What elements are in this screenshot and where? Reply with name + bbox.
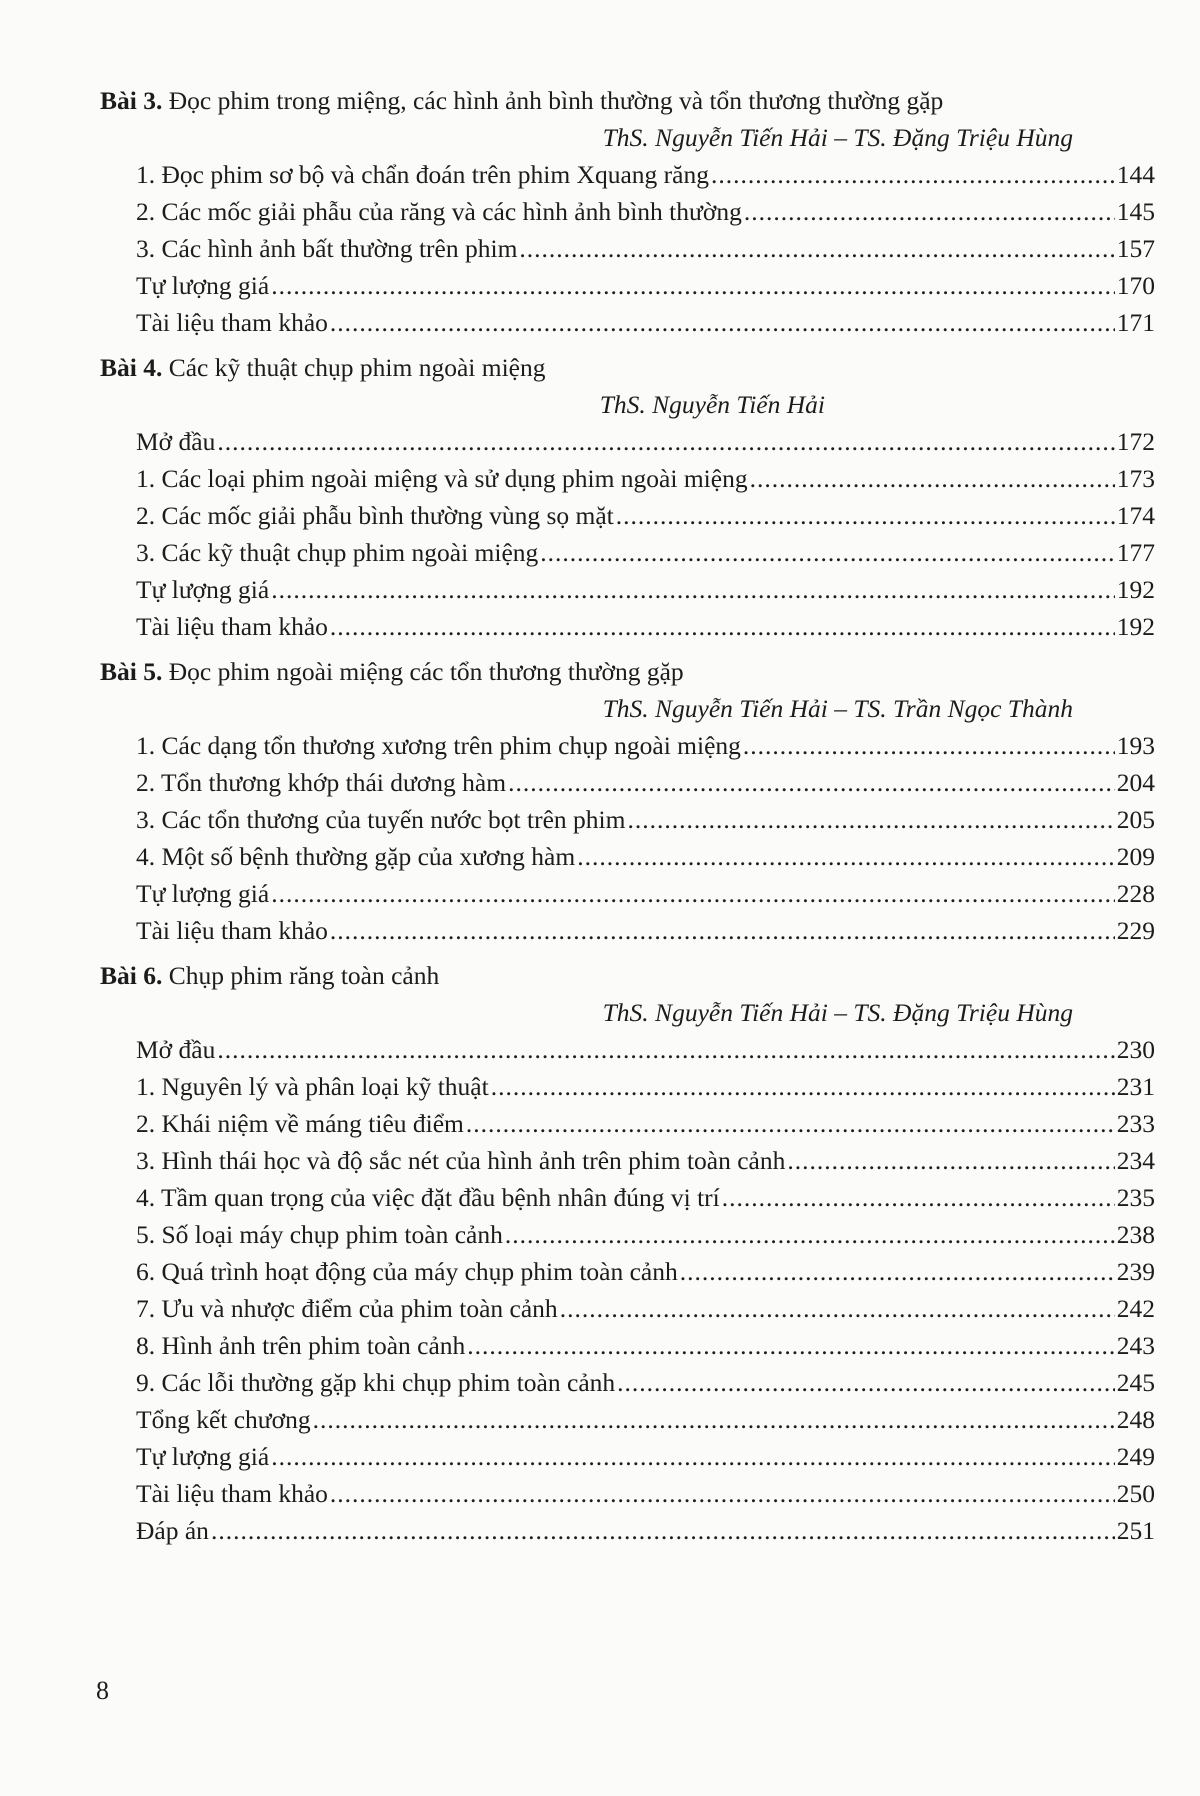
entry-page: 192 — [1116, 612, 1155, 641]
dot-leader — [271, 875, 1115, 912]
dot-leader — [627, 801, 1114, 838]
dot-leader — [271, 571, 1115, 608]
entry-page: 193 — [1116, 731, 1155, 760]
entry-page: 231 — [1116, 1072, 1155, 1101]
toc-entry[interactable] — [100, 727, 1155, 764]
entry-page: 205 — [1116, 805, 1155, 834]
toc-entry[interactable] — [100, 1253, 1155, 1290]
toc-entry[interactable] — [100, 1401, 1155, 1438]
lesson-title — [100, 349, 1155, 386]
entry-label: 3. Hình thái học và độ sắc nét của hình ảnh trên phim toàn cảnh — [136, 1146, 786, 1175]
toc-entry[interactable] — [100, 1179, 1155, 1216]
lesson-title — [100, 957, 1155, 994]
lesson-number: Bài 3. — [100, 86, 163, 115]
dot-leader — [787, 1142, 1114, 1179]
entry-label: Tài liệu tham khảo — [136, 308, 328, 337]
toc-entry[interactable] — [100, 1142, 1155, 1179]
dot-leader — [744, 193, 1115, 230]
entry-page: 248 — [1116, 1405, 1155, 1434]
entry-page: 229 — [1116, 916, 1155, 945]
dot-leader — [217, 423, 1114, 460]
entry-page: 145 — [1116, 197, 1155, 226]
lesson-title — [100, 82, 1155, 119]
lesson-title — [100, 653, 1155, 690]
dot-leader — [519, 230, 1114, 267]
toc-entry[interactable] — [100, 608, 1155, 645]
lesson-title-text: Đọc phim ngoài miệng các tổn thương thường gặp — [168, 657, 684, 686]
entry-page: 144 — [1116, 160, 1155, 189]
lesson-title-text: Các kỹ thuật chụp phim ngoài miệng — [168, 353, 546, 382]
entry-label: 2. Các mốc giải phẫu của răng và các hình ảnh bình thường — [136, 197, 742, 226]
dot-leader — [617, 1364, 1115, 1401]
lesson-title-text: Chụp phim răng toàn cảnh — [168, 961, 440, 990]
dot-leader — [616, 497, 1115, 534]
entry-page: 234 — [1116, 1146, 1155, 1175]
dot-leader — [508, 764, 1115, 801]
dot-leader — [722, 1179, 1115, 1216]
toc-entry[interactable] — [100, 1031, 1155, 1068]
entry-label: 9. Các lỗi thường gặp khi chụp phim toàn cảnh — [136, 1368, 616, 1397]
entry-label: 1. Các dạng tổn thương xương trên phim chụp ngoài miệng — [136, 731, 741, 760]
table-of-contents — [100, 82, 1155, 1557]
toc-entry[interactable] — [100, 1068, 1155, 1105]
toc-entry[interactable] — [100, 156, 1155, 193]
lesson-authors: ThS. Nguyễn Tiến Hải – TS. Đặng Triệu Hùng — [602, 998, 1073, 1027]
entry-label: 3. Các tổn thương của tuyến nước bọt trên phim — [136, 805, 626, 834]
entry-page: 209 — [1116, 842, 1155, 871]
toc-entry[interactable] — [100, 497, 1155, 534]
toc-entry[interactable] — [100, 460, 1155, 497]
entry-label: Tổng kết chương — [136, 1405, 311, 1434]
entry-label: Tài liệu tham khảo — [136, 1479, 328, 1508]
entry-label: 1. Đọc phim sơ bộ và chẩn đoán trên phim Xquang răng — [136, 160, 709, 189]
entry-label: Tự lượng giá — [136, 575, 270, 604]
entry-label: 6. Quá trình hoạt động của máy chụp phim toàn cảnh — [136, 1257, 678, 1286]
entry-label: Tài liệu tham khảo — [136, 916, 328, 945]
entry-label: Đáp án — [136, 1516, 209, 1545]
dot-leader — [330, 304, 1115, 341]
entry-page: 174 — [1116, 501, 1155, 530]
entry-label: 8. Hình ảnh trên phim toàn cảnh — [136, 1331, 466, 1360]
toc-entry[interactable] — [100, 801, 1155, 838]
entry-label: Tài liệu tham khảo — [136, 612, 328, 641]
entry-label: Tự lượng giá — [136, 879, 270, 908]
entry-label: 2. Các mốc giải phẫu bình thường vùng sọ mặt — [136, 501, 614, 530]
dot-leader — [743, 727, 1115, 764]
entry-label: 3. Các hình ảnh bất thường trên phim — [136, 234, 518, 263]
entry-page: 177 — [1116, 538, 1155, 567]
entry-label: 2. Khái niệm về máng tiêu điểm — [136, 1109, 464, 1138]
entry-label: 2. Tổn thương khớp thái dương hàm — [136, 768, 507, 797]
entry-label: Mở đầu — [136, 1035, 216, 1064]
entry-label: Mở đầu — [136, 427, 216, 456]
toc-entry[interactable] — [100, 1290, 1155, 1327]
toc-entry[interactable] — [100, 912, 1155, 949]
lesson-title-text: Đọc phim trong miệng, các hình ảnh bình thường và tổn thương thường gặp — [168, 86, 944, 115]
entry-page: 238 — [1116, 1220, 1155, 1249]
entry-label: 1. Các loại phim ngoài miệng và sử dụng phim ngoài miệng — [136, 464, 748, 493]
dot-leader — [217, 1031, 1114, 1068]
entry-page: 228 — [1116, 879, 1155, 908]
entry-page: 172 — [1116, 427, 1155, 456]
entry-page: 192 — [1116, 575, 1155, 604]
toc-entry[interactable] — [100, 1475, 1155, 1512]
toc-entry[interactable] — [100, 838, 1155, 875]
dot-leader — [330, 912, 1115, 949]
entry-page: 233 — [1116, 1109, 1155, 1138]
lesson-6 — [100, 957, 1155, 1549]
entry-label: 1. Nguyên lý và phân loại kỹ thuật — [136, 1072, 489, 1101]
toc-entry[interactable] — [100, 764, 1155, 801]
entry-page: 249 — [1116, 1442, 1155, 1471]
toc-entry[interactable] — [100, 423, 1155, 460]
lesson-4 — [100, 349, 1155, 645]
toc-entry[interactable] — [100, 1364, 1155, 1401]
dot-leader — [466, 1105, 1115, 1142]
entry-label: Tự lượng giá — [136, 1442, 270, 1471]
dot-leader — [330, 1475, 1115, 1512]
toc-entry[interactable] — [100, 193, 1155, 230]
dot-leader — [540, 534, 1114, 571]
toc-entry[interactable] — [100, 1512, 1155, 1549]
entry-page: 251 — [1116, 1516, 1155, 1545]
toc-entry[interactable] — [100, 1216, 1155, 1253]
entry-page: 239 — [1116, 1257, 1155, 1286]
dot-leader — [680, 1253, 1115, 1290]
entry-page: 157 — [1116, 234, 1155, 263]
lesson-5 — [100, 653, 1155, 949]
dot-leader — [313, 1401, 1115, 1438]
dot-leader — [271, 267, 1115, 304]
dot-leader — [750, 460, 1115, 497]
toc-entry[interactable] — [100, 875, 1155, 912]
entry-page: 235 — [1116, 1183, 1155, 1212]
entry-label: 4. Một số bệnh thường gặp của xương hàm — [136, 842, 576, 871]
entry-page: 245 — [1116, 1368, 1155, 1397]
toc-entry[interactable] — [100, 267, 1155, 304]
toc-entry[interactable] — [100, 304, 1155, 341]
dot-leader — [467, 1327, 1114, 1364]
entry-page: 250 — [1116, 1479, 1155, 1508]
page-number: 8 — [96, 1676, 109, 1705]
entry-page: 230 — [1116, 1035, 1155, 1064]
toc-entry[interactable] — [100, 1105, 1155, 1142]
toc-entry[interactable] — [100, 534, 1155, 571]
lesson-number: Bài 4. — [100, 353, 163, 382]
dot-leader — [560, 1290, 1115, 1327]
lesson-number: Bài 5. — [100, 657, 163, 686]
entry-page: 242 — [1116, 1294, 1155, 1323]
toc-entry[interactable] — [100, 571, 1155, 608]
lesson-authors: ThS. Nguyễn Tiến Hải – TS. Trần Ngọc Thành — [602, 694, 1073, 723]
entry-page: 243 — [1116, 1331, 1155, 1360]
entry-label: 3. Các kỹ thuật chụp phim ngoài miệng — [136, 538, 539, 567]
dot-leader — [211, 1512, 1115, 1549]
entry-page: 204 — [1116, 768, 1155, 797]
entry-page: 173 — [1116, 464, 1155, 493]
lesson-authors: ThS. Nguyễn Tiến Hải — [599, 390, 825, 419]
dot-leader — [271, 1438, 1115, 1475]
entry-page: 171 — [1116, 308, 1155, 337]
toc-entry[interactable] — [100, 1327, 1155, 1364]
entry-label: 5. Số loại máy chụp phim toàn cảnh — [136, 1220, 503, 1249]
dot-leader — [491, 1068, 1115, 1105]
entry-label: Tự lượng giá — [136, 271, 270, 300]
toc-entry[interactable] — [100, 230, 1155, 267]
dot-leader — [711, 156, 1115, 193]
entry-label: 4. Tầm quan trọng của việc đặt đầu bệnh nhân đúng vị trí — [136, 1183, 720, 1212]
lesson-number: Bài 6. — [100, 961, 163, 990]
entry-label: 7. Ưu và nhược điểm của phim toàn cảnh — [136, 1294, 558, 1323]
dot-leader — [330, 608, 1115, 645]
dot-leader — [577, 838, 1115, 875]
toc-entry[interactable] — [100, 1438, 1155, 1475]
lesson-authors: ThS. Nguyễn Tiến Hải – TS. Đặng Triệu Hùng — [602, 123, 1073, 152]
entry-page: 170 — [1116, 271, 1155, 300]
dot-leader — [505, 1216, 1115, 1253]
lesson-3 — [100, 82, 1155, 341]
